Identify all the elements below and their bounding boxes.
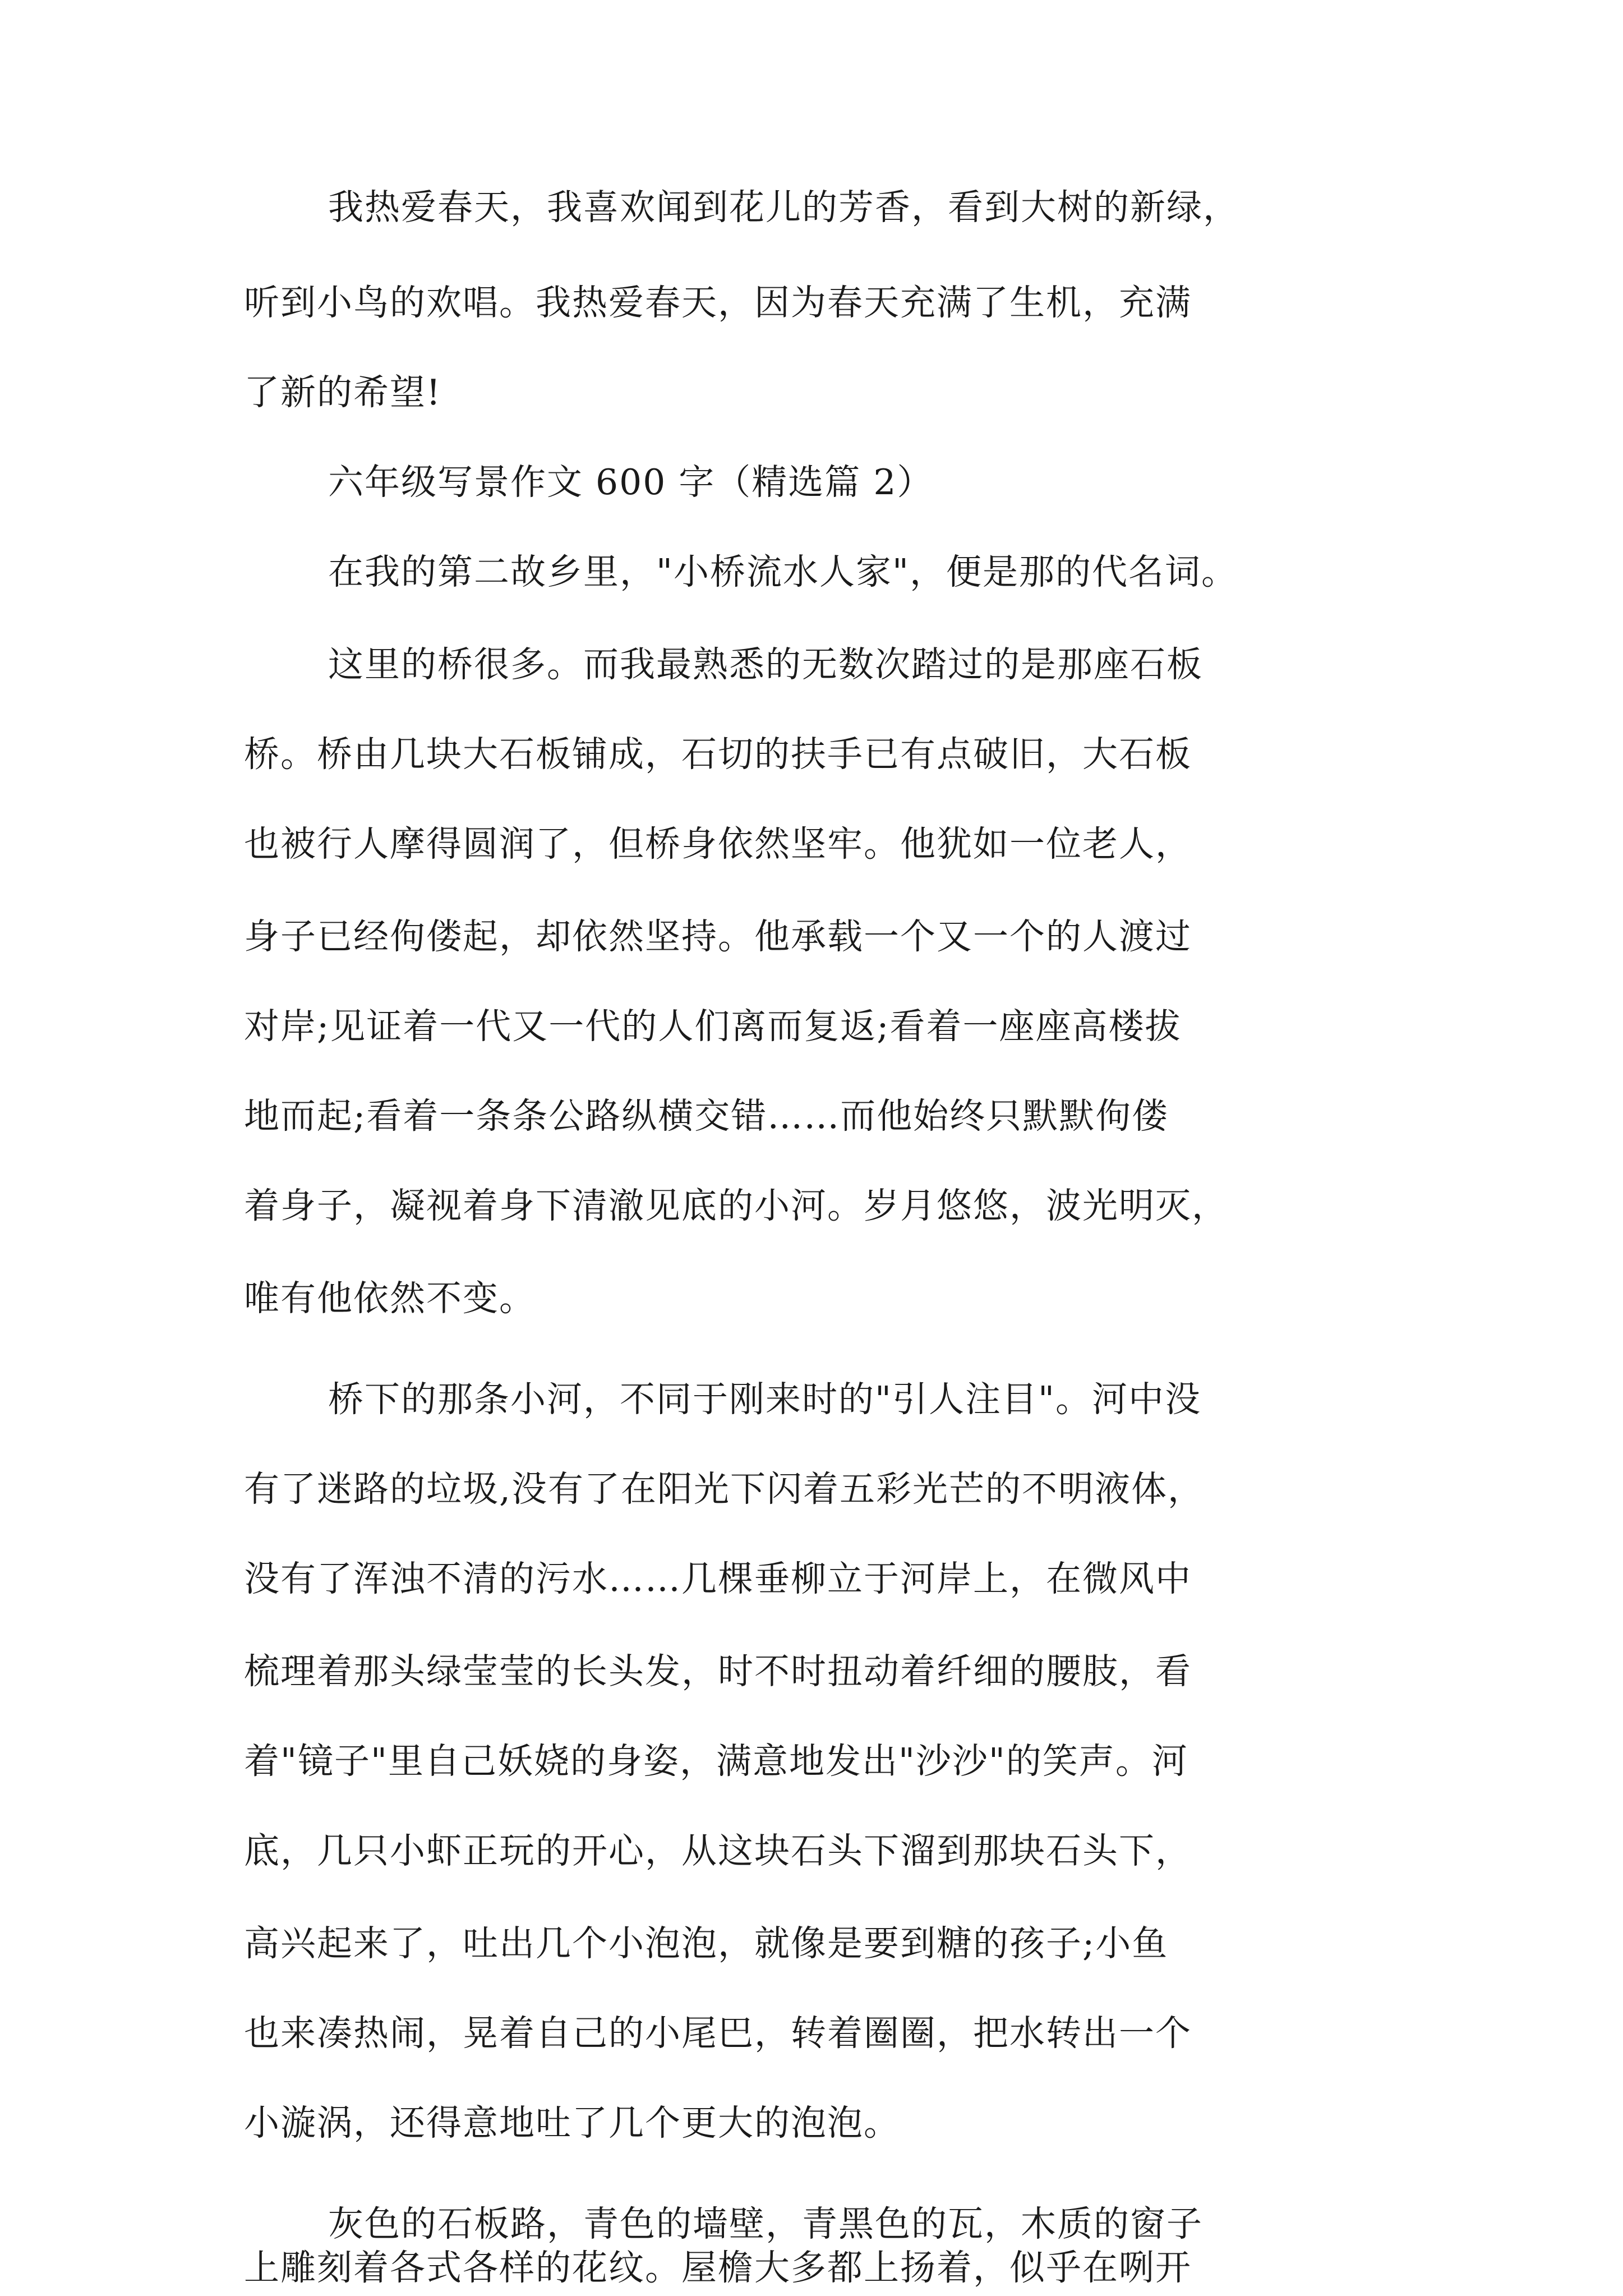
text-line: 我热爱春天，我喜欢闻到花儿的芳香，看到大树的新绿， — [328, 187, 1239, 228]
text-line: 也被行人摩得圆润了，但桥身依然坚牢。他犹如一位老人， — [244, 823, 1192, 864]
text-line: 对岸;见证着一代又一代的人们离而复返;看着一座座高楼拔 — [244, 1006, 1182, 1047]
text-line: 了新的希望! — [244, 372, 442, 413]
text-line: 在我的第二故乡里，"小桥流水人家"，便是那的代名词。 — [328, 551, 1238, 592]
text-line: 上雕刻着各式各样的花纹。屋檐大多都上扬着，似乎在咧开 — [244, 2247, 1192, 2288]
text-line: 灰色的石板路，青色的墙壁，青黑色的瓦，木质的窗子 — [328, 2203, 1203, 2244]
text-line: 这里的桥很多。而我最熟悉的无数次踏过的是那座石板 — [328, 644, 1203, 685]
text-line: 也来凑热闹，晃着自己的小尾巴，转着圈圈，把水转出一个 — [244, 2013, 1192, 2054]
text-line: 高兴起来了，吐出几个小泡泡，就像是要到糖的孩子;小鱼 — [244, 1923, 1169, 1964]
text-line: 没有了浑浊不清的污水……几棵垂柳立于河岸上，在微风中 — [244, 1558, 1192, 1599]
text-line: 底，几只小虾正玩的开心，从这块石头下溜到那块石头下， — [244, 1830, 1192, 1871]
text-line: 梳理着那头绿莹莹的长头发，时不时扭动着纤细的腰肢，看 — [244, 1651, 1192, 1692]
section-heading: 六年级写景作文 600 字（精选篇 2） — [328, 462, 934, 503]
text-line: 地而起;看着一条条公路纵横交错……而他始终只默默佝偻 — [244, 1096, 1169, 1137]
text-line: 桥下的那条小河，不同于刚来时的"引人注目"。河中没 — [328, 1379, 1201, 1420]
text-line: 身子已经佝偻起，却依然坚持。他承载一个又一个的人渡过 — [244, 916, 1192, 957]
text-line: 着"镜子"里自己妖娆的身姿，满意地发出"沙沙"的笑声。河 — [244, 1741, 1188, 1782]
text-line: 桥。桥由几块大石板铺成，石切的扶手已有点破旧，大石板 — [244, 734, 1192, 775]
text-line: 小漩涡，还得意地吐了几个更大的泡泡。 — [244, 2102, 900, 2143]
text-line: 有了迷路的垃圾,没有了在阳光下闪着五彩光芒的不明液体， — [244, 1469, 1205, 1510]
text-line: 听到小鸟的欢唱。我热爱春天，因为春天充满了生机，充满 — [244, 282, 1192, 323]
text-line: 着身子，凝视着身下清澈见底的小河。岁月悠悠，波光明灭， — [244, 1185, 1228, 1226]
text-line: 唯有他依然不变。 — [244, 1278, 536, 1319]
